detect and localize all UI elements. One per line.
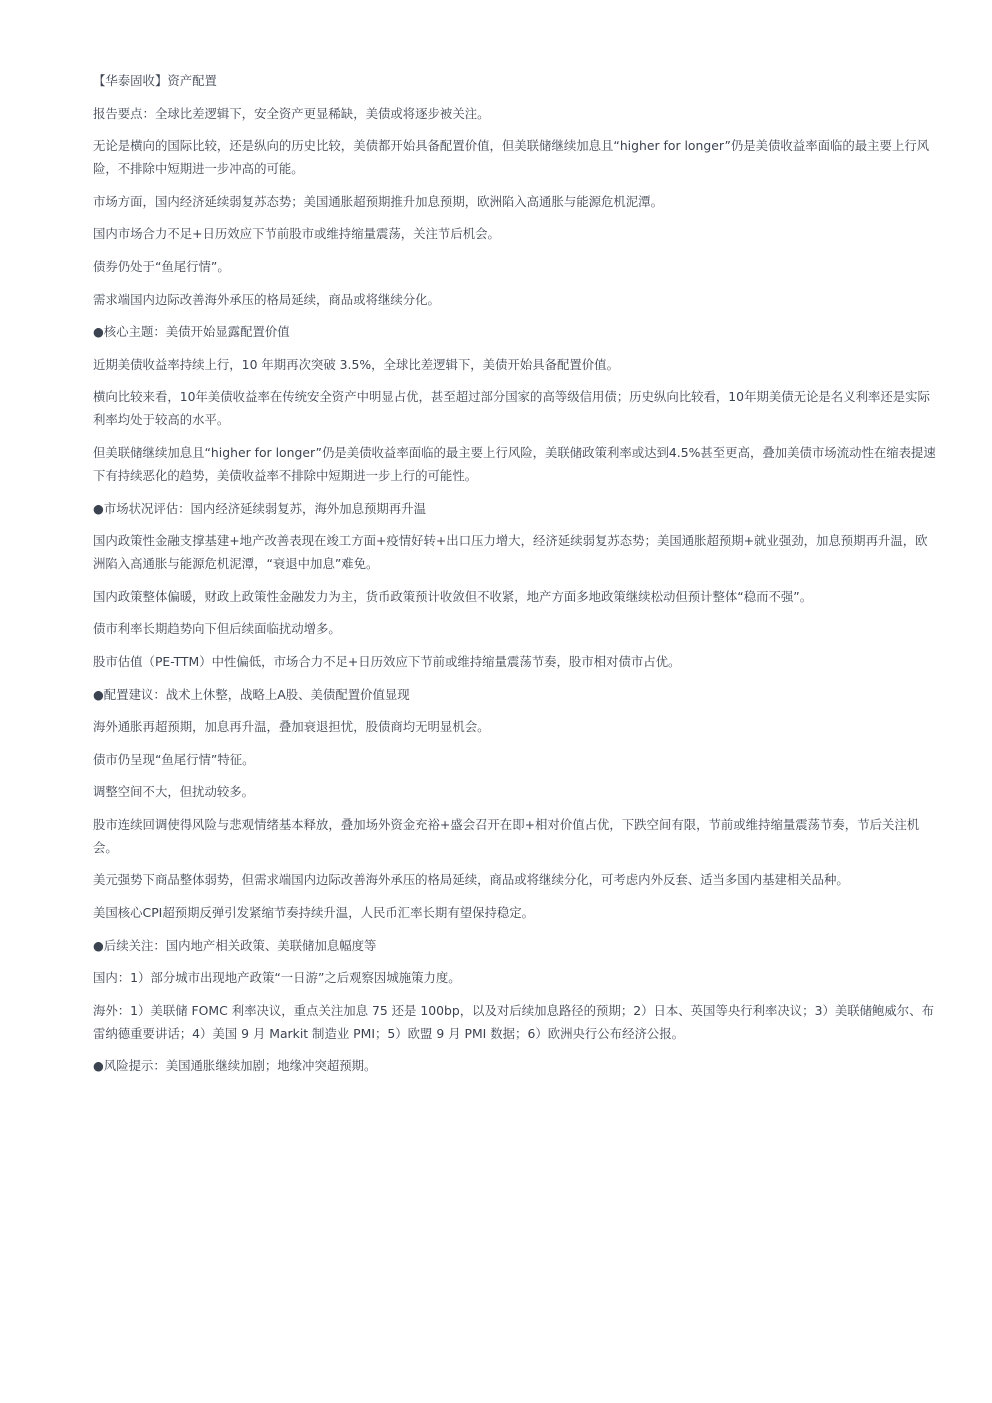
paragraph: 债市仍呈现“鱼尾行情”特征。 — [93, 751, 255, 767]
paragraph: 海外：1）美联储 FOMC 利率决议，重点关注加息 75 还是 100bp，以及对后续加息路径的预期；2）日本、英国等央行利率决议；3）美联储鲍威尔、布雷纳德重要讲话；4）美国 9 月 Markit 制造业 PMI；5）欧盟 9 月 PMI 数据；6）欧洲央行公布经济公报。 — [93, 1002, 934, 1041]
paragraph: 横向比较来看，10年美债收益率在传统安全资产中明显占优，甚至超过部分国家的高等级信用债；历史纵向比较看，10年期美债无论是名义利率还是实际利率均处于较高的水平。 — [93, 389, 930, 428]
paragraph: 国内政策整体偏暖，财政上政策性金融发力为主，货币政策预计收敛但不收紧，地产方面多地政策继续松动但预计整体“稳而不强”。 — [93, 588, 813, 604]
paragraph: 近期美债收益率持续上行，10 年期再次突破 3.5%，全球比差逻辑下，美债开始具备配置价值。 — [93, 356, 619, 372]
section-heading-core-theme: ●核心主题：美债开始显露配置价值 — [93, 324, 290, 340]
section-heading-risk: ●风险提示：美国通胀继续加剧；地缘冲突超预期。 — [93, 1058, 377, 1074]
paragraph: 债市利率长期趋势向下但后续面临扰动增多。 — [93, 621, 341, 637]
paragraph: 股市连续回调使得风险与悲观情绪基本释放，叠加场外资金充裕+盛会召开在即+相对价值占优，下跌空间有限，节前或维持缩量震荡节奏，节后关注机会。 — [93, 816, 920, 855]
section-heading-follow-up: ●后续关注：国内地产相关政策、美联储加息幅度等 — [93, 937, 377, 953]
document-body — [93, 69, 939, 1087]
paragraph: 债券仍处于“鱼尾行情”。 — [93, 258, 230, 274]
paragraph: 但美联储继续加息且“higher for longer”仍是美债收益率面临的最主要上行风险，美联储政策利率或达到4.5%甚至更高，叠加美债市场流动性在缩表提速下有持续恶化的趋势，美债收益率不排除中短期进一步上行的可能性。 — [93, 444, 936, 483]
paragraph: 海外通胀再超预期，加息再升温，叠加衰退担忧，股债商均无明显机会。 — [93, 719, 490, 735]
paragraph: 美国核心CPI超预期反弹引发紧缩节奏持续升温，人民币汇率长期有望保持稳定。 — [93, 905, 535, 921]
paragraph: 市场方面，国内经济延续弱复苏态势；美国通胀超预期推升加息预期，欧洲陷入高通胀与能源危机泥潭。 — [93, 193, 663, 209]
report-summary: 报告要点：全球比差逻辑下，安全资产更显稀缺，美债或将逐步被关注。 — [93, 105, 490, 121]
section-heading-market-assessment: ●市场状况评估：国内经济延续弱复苏，海外加息预期再升温 — [93, 500, 426, 516]
paragraph: 无论是横向的国际比较，还是纵向的历史比较，美债都开始具备配置价值，但美联储继续加息且“higher for longer”仍是美债收益率面临的最主要上行风险，不排除中短期进一步冲高的可能。 — [93, 138, 930, 177]
paragraph: 需求端国内边际改善海外承压的格局延续，商品或将继续分化。 — [93, 291, 440, 307]
paragraph: 国内政策性金融支撑基建+地产改善表现在竣工方面+疫情好转+出口压力增大，经济延续弱复苏态势；美国通胀超预期+就业强劲，加息预期再升温，欧洲陷入高通胀与能源危机泥潭，“衰退中加息”难免。 — [93, 533, 928, 572]
paragraph: 国内市场合力不足+日历效应下节前股市或维持缩量震荡，关注节后机会。 — [93, 226, 500, 242]
report-title: 【华泰固收】资产配置 — [93, 73, 217, 88]
paragraph: 股市估值（PE-TTM）中性偏低，市场合力不足+日历效应下节前或维持缩量震荡节奏，股市相对债市占优。 — [93, 653, 681, 669]
section-heading-allocation: ●配置建议：战术上休整，战略上A股、美债配置价值显现 — [93, 686, 410, 702]
paragraph: 国内：1）部分城市出现地产政策“一日游”之后观察因城施策力度。 — [93, 970, 461, 986]
paragraph: 调整空间不大，但扰动较多。 — [93, 784, 255, 800]
paragraph: 美元强势下商品整体弱势，但需求端国内边际改善海外承压的格局延续，商品或将继续分化，可考虑内外反套、适当多国内基建相关品种。 — [93, 872, 849, 888]
